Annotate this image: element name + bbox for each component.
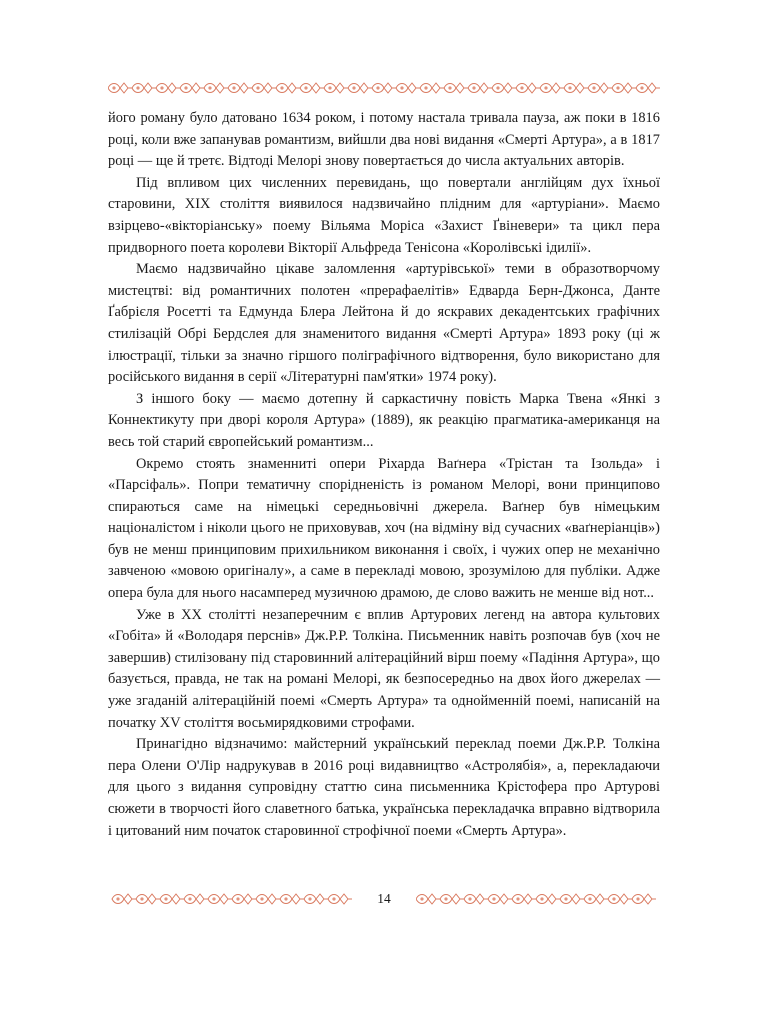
paragraph: Принагідно відзначимо: майстерний український переклад поеми Дж.Р.Р. Толкіна пера Олени О'Лір надрукував в 2016 році видавництво «Астролябія», а, перекладаючи для цього з видання супровідну статтю сина письменника Крістофера про Артурові сюжети в творчості його славетного батька, українська перекладачка вправно відтворила і цитований ним початок старовинної строфічної поеми «Смерть Артура». [108,736,660,839]
paragraph: Під впливом цих численних перевидань, що повертали англійцям дух їхньої старовини, XIX століття виявилося надзвичайно плідним для «артуріани». Маємо взірцево-«вікторіанську» поему Вільяма Моріса «Захист Ґвіневери» та цикл пера придворного поета королеви Вікторії Альфреда Тенісона «Королівські ідилії». [108,174,660,256]
page-number: 14 [377,891,391,906]
page-footer [108,890,660,908]
top-ornament-band [108,80,660,96]
paragraph: його роману було датовано 1634 роком, і потому настала тривала пауза, аж поки в 1816 році, коли вже запанував романтизм, вийшли два нові видання «Смерті Артура», а в 1817 році — ще й третє. Відтоді Мелорі знову повертається до числа актуальних авторів. [108,110,660,170]
footer-ornament-right [416,891,660,907]
paragraph: Уже в XX столітті незаперечним є вплив Артурових легенд на автора культових «Гобіта» й «Володаря перснів» Дж.Р.Р. Толкіна. Письменник навіть розпочав був (хоч не завершив) стилізовану під старовинний алітераційний вірш поему «Падіння Артура», що базується, правда, не так на романі Мелорі, як безпосередньо на двох його джерелах — уже згаданій алітераційній поемі «Смерть Артура» та однойменній поемі, написаній на початку XV століття восьмирядковими строфами. [108,606,660,731]
paragraph: Окремо стоять знаменниті опери Ріхарда Ваґнера «Трістан та Ізольда» і «Парсіфаль». Попри тематичну спорідненість із романом Мелорі, вони принципово спираються саме на німецькі середньовічні джерела. Ваґнер був німецьким націоналістом і ніколи цього не приховував, хоч (на відміну від сучасних «ваґнеріанців») був не менш принциповим прихильником виконання і своїх, і чужих опер не механічно завченою «мовою оригіналу», а саме в перекладі мовою, зрозумілою для публіки. Адже опера була для нього насамперед музичною драмою, де слово важить не менше від нот... [108,455,660,602]
footer-ornament-left [108,891,352,907]
paragraph: З іншого боку — маємо дотепну й саркастичну повість Марка Твена «Янкі з Коннектикуту при дворі короля Артура» (1889), як реакцію прагматика-американця на весь той старий європейський романтизм... [108,390,660,450]
paragraph: Маємо надзвичайно цікаве заломлення «артурівської» теми в образотворчому мистецтві: від романтичних полотен «прерафаелітів» Едварда Берн-Джонса, Данте Ґабрієля Росетті та Едмунда Блера Лейтона й до яскравих декадентських графічних стилізацій Обрі Бердслея для знаменитого видання «Смерті Артура» 1893 року (ці ж ілюстрації, тільки за значно гіршого поліграфічного відтворення, було використано для російського видання в серії «Літературні пам'ятки» 1974 року). [108,261,660,386]
body-text [108,108,660,842]
